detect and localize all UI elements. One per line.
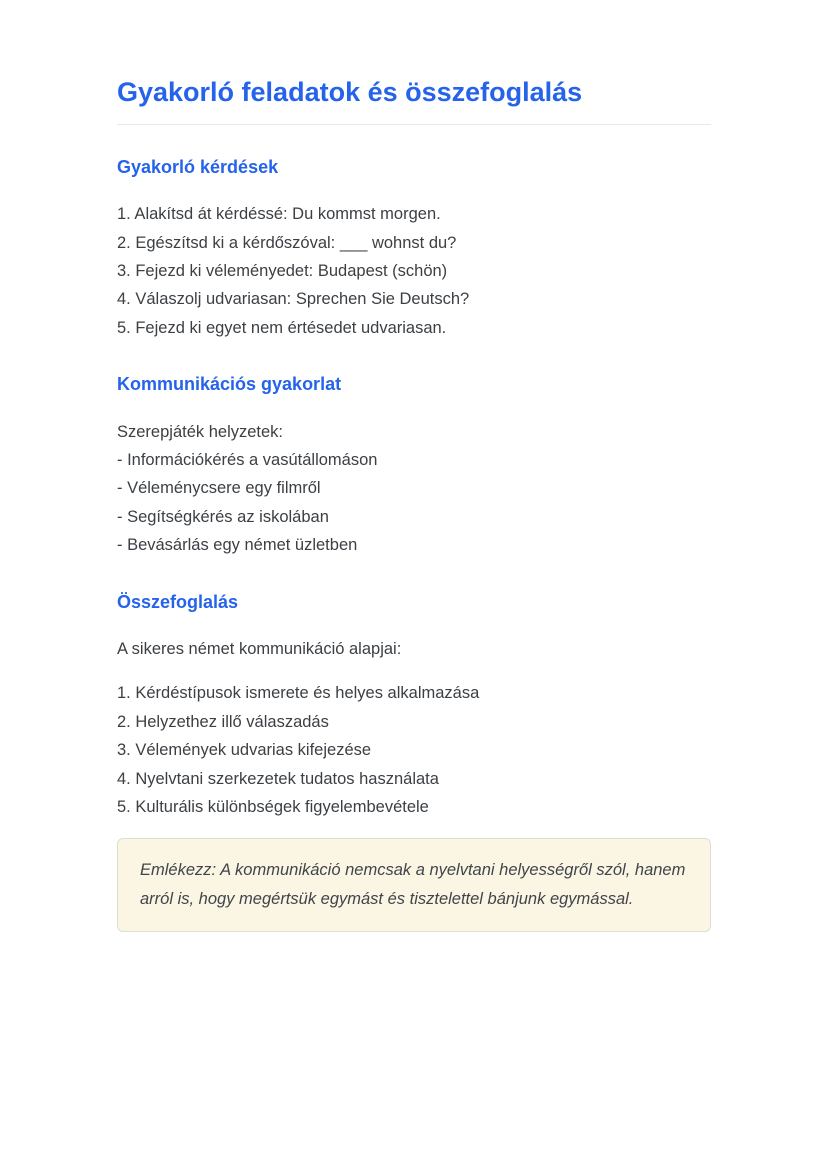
summary-intro bbox=[117, 635, 711, 663]
communication-practice-heading: Kommunikációs gyakorlat bbox=[117, 374, 342, 395]
list-item: - Segítségkérés az iskolában bbox=[117, 507, 329, 526]
communication-practice-list bbox=[117, 418, 711, 560]
section-communication-practice bbox=[117, 373, 711, 559]
list-item: 1. Alakítsd át kérdéssé: Du kommst morgen. bbox=[117, 205, 441, 224]
paragraph-intro: Szerepjáték helyzetek: bbox=[117, 422, 284, 441]
page-title: Gyakorló feladatok és összefoglalás bbox=[117, 76, 711, 125]
summary-heading: Összefoglalás bbox=[117, 591, 239, 612]
section-summary bbox=[117, 591, 711, 822]
reminder-note-text: Emlékezz: A kommunikáció nemcsak a nyelvtani helyességről szól, hanem arról is, hogy megértsük egymást és tisztelettel bánjunk egymással. bbox=[140, 861, 686, 909]
list-item: - Bevásárlás egy német üzletben bbox=[117, 536, 358, 555]
list-item: 2. Egészítsd ki a kérdőszóval: ___ wohnst du? bbox=[117, 233, 457, 252]
paragraph-intro: A sikeres német kommunikáció alapjai: bbox=[117, 639, 402, 658]
list-item: - Véleménycsere egy filmről bbox=[117, 479, 321, 498]
list-item: 4. Válaszolj udvariasan: Sprechen Sie Deutsch? bbox=[117, 290, 470, 309]
list-item: 5. Fejezd ki egyet nem értésedet udvariasan. bbox=[117, 318, 447, 337]
list-item: 4. Nyelvtani szerkezetek tudatos használata bbox=[117, 769, 439, 788]
list-item: 3. Vélemények udvarias kifejezése bbox=[117, 741, 372, 760]
list-item: - Információkérés a vasútállomáson bbox=[117, 450, 378, 469]
summary-list bbox=[117, 679, 711, 821]
section-practice-questions bbox=[117, 156, 711, 342]
practice-questions-heading: Gyakorló kérdések bbox=[117, 156, 279, 177]
reminder-note-box bbox=[117, 838, 711, 932]
document-page bbox=[117, 0, 711, 972]
list-item: 2. Helyzethez illő válaszadás bbox=[117, 712, 329, 731]
practice-questions-list bbox=[117, 200, 711, 342]
list-item: 5. Kulturális különbségek figyelembevétele bbox=[117, 798, 429, 817]
list-item: 1. Kérdéstípusok ismerete és helyes alkalmazása bbox=[117, 684, 480, 703]
list-item: 3. Fejezd ki véleményedet: Budapest (schön) bbox=[117, 261, 448, 280]
